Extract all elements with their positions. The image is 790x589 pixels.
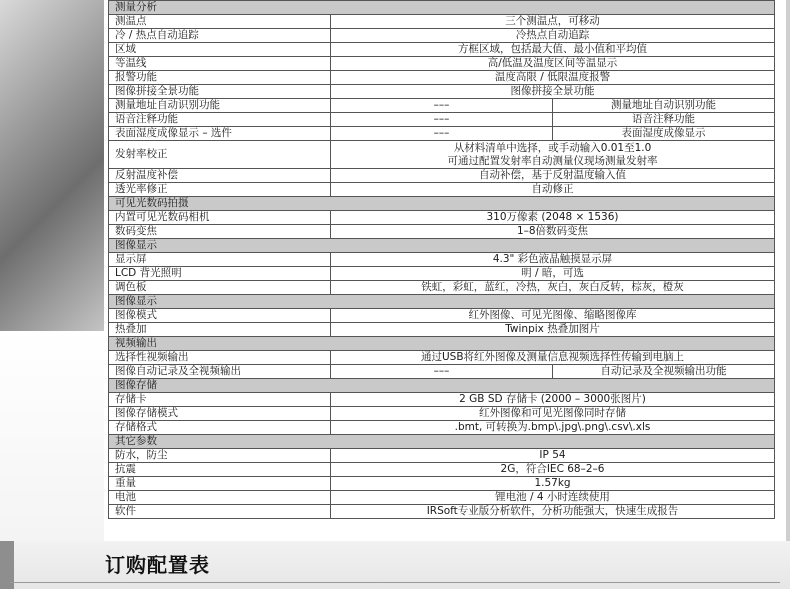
section-title: 图像显示 [109,295,775,309]
order-config-title: 订购配置表 [105,553,210,577]
spec-row [109,421,775,435]
spec-row [109,393,775,407]
spec-row [109,449,775,463]
spec-label: 测温点 [109,15,331,29]
spec-row [109,477,775,491]
spec-label: 透光率修正 [109,183,331,197]
spec-value: 方框区域，包括最大值、最小值和平均值 [331,43,775,57]
spec-row [109,113,775,127]
spec-value: 三个测温点，可移动 [331,15,775,29]
spec-label: 调色板 [109,281,331,295]
spec-label: 测量地址自动识别功能 [109,99,331,113]
spec-value: .bmt, 可转换为.bmp\.jpg\.png\.csv\.xls [331,421,775,435]
spec-row [109,407,775,421]
spec-value-base-model: ––– [331,113,553,127]
spec-label: 防水，防尘 [109,449,331,463]
spec-label: 发射率校正 [109,141,331,169]
spec-label: 热叠加 [109,323,331,337]
spec-value-pro-model: 语音注释功能 [553,113,775,127]
section-header-row [109,197,775,211]
spec-row [109,351,775,365]
spec-value: 1.57kg [331,477,775,491]
spec-value-base-model: ––– [331,127,553,141]
spec-row [109,323,775,337]
spec-label: 图像拼接全景功能 [109,85,331,99]
spec-label: 内置可见光数码相机 [109,211,331,225]
spec-value: 图像拼接全景功能 [331,85,775,99]
spec-label: 软件 [109,505,331,519]
spec-value [331,141,775,169]
spec-value: 红外图像、可见光图像、缩略图像库 [331,309,775,323]
spec-value: 2G，符合IEC 68–2–6 [331,463,775,477]
section-title: 图像显示 [109,239,775,253]
spec-row [109,463,775,477]
spec-label: 抗震 [109,463,331,477]
section-header-row [109,435,775,449]
spec-label: 电池 [109,491,331,505]
spec-value: 温度高限 / 低限温度报警 [331,71,775,85]
spec-value: 锂电池 / 4 小时连续使用 [331,491,775,505]
spec-label: 重量 [109,477,331,491]
spec-row [109,85,775,99]
spec-label: 数码变焦 [109,225,331,239]
section-title: 视频输出 [109,337,775,351]
spec-value: 通过USB将红外图像及测量信息视频选择性传输到电脑上 [331,351,775,365]
spec-label: 语音注释功能 [109,113,331,127]
spec-row [109,267,775,281]
section-title: 测量分析 [109,1,775,15]
spec-label: 选择性视频输出 [109,351,331,365]
spec-row [109,365,775,379]
spec-row [109,211,775,225]
spec-label: 冷 / 热点自动追踪 [109,29,331,43]
section-header-row [109,239,775,253]
spec-label: 图像模式 [109,309,331,323]
spec-value: 自动修正 [331,183,775,197]
spec-value: 铁虹，彩虹，蓝红，冷热，灰白，灰白反转，棕灰，橙灰 [331,281,775,295]
spec-value: IRSoft专业版分析软件，分析功能强大，快速生成报告 [331,505,775,519]
spec-row [109,225,775,239]
section-header-row [109,379,775,393]
spec-row [109,281,775,295]
spec-value-line: 从材料清单中选择，或手动输入0.01至1.0 [453,141,652,154]
side-margin [0,331,104,541]
spec-row [109,169,775,183]
spec-label: 图像自动记录及全视频输出 [109,365,331,379]
section-title: 图像存储 [109,379,775,393]
section-title: 其它参数 [109,435,775,449]
section-header-row [109,1,775,15]
spec-label: LCD 背光照明 [109,267,331,281]
footer-divider [10,582,780,583]
spec-value-pro-model: 自动记录及全视频输出功能 [553,365,775,379]
spec-value-pro-model: 测量地址自动识别功能 [553,99,775,113]
spec-value-pro-model: 表面湿度成像显示 [553,127,775,141]
spec-label: 表面湿度成像显示 – 选件 [109,127,331,141]
spec-row [109,43,775,57]
spec-row [109,183,775,197]
spec-label: 图像存储模式 [109,407,331,421]
spec-label: 显示屏 [109,253,331,267]
spec-label: 区域 [109,43,331,57]
spec-label: 存储卡 [109,393,331,407]
spec-row [109,71,775,85]
spec-label: 存储格式 [109,421,331,435]
spec-label: 等温线 [109,57,331,71]
spec-value: 1–8倍数码变焦 [331,225,775,239]
spec-table [108,0,775,519]
spec-label: 反射温度补偿 [109,169,331,183]
spec-row [109,505,775,519]
spec-value: IP 54 [331,449,775,463]
spec-value-base-model: ––– [331,365,553,379]
spec-row [109,309,775,323]
spec-row [109,141,775,169]
spec-value-line: 可通过配置发射率自动测量仪现场测量发射率 [447,154,658,167]
spec-row [109,15,775,29]
spec-value: Twinpix 热叠加图片 [331,323,775,337]
spec-row [109,127,775,141]
spec-value: 红外图像和可见光图像同时存储 [331,407,775,421]
camera-photo-decoration [0,0,104,331]
section-header-row [109,295,775,309]
spec-value: 冷热点自动追踪 [331,29,775,43]
spec-value-base-model: ––– [331,99,553,113]
spec-value: 高/低温及温度区间等温显示 [331,57,775,71]
spec-value: 310万像素 (2048 × 1536) [331,211,775,225]
spec-row [109,491,775,505]
spec-value: 4.3" 彩色液晶触摸显示屏 [331,253,775,267]
spec-value: 自动补偿，基于反射温度输入值 [331,169,775,183]
spec-row [109,29,775,43]
spec-table-body [109,1,775,519]
spec-value: 2 GB SD 存储卡 (2000 – 3000张图片) [331,393,775,407]
section-title: 可见光数码拍摄 [109,197,775,211]
section-header-row [109,337,775,351]
spec-value: 明 / 暗，可选 [331,267,775,281]
spec-row [109,99,775,113]
spec-row [109,57,775,71]
spec-row [109,253,775,267]
spec-label: 报警功能 [109,71,331,85]
right-edge-stripe [786,0,790,541]
